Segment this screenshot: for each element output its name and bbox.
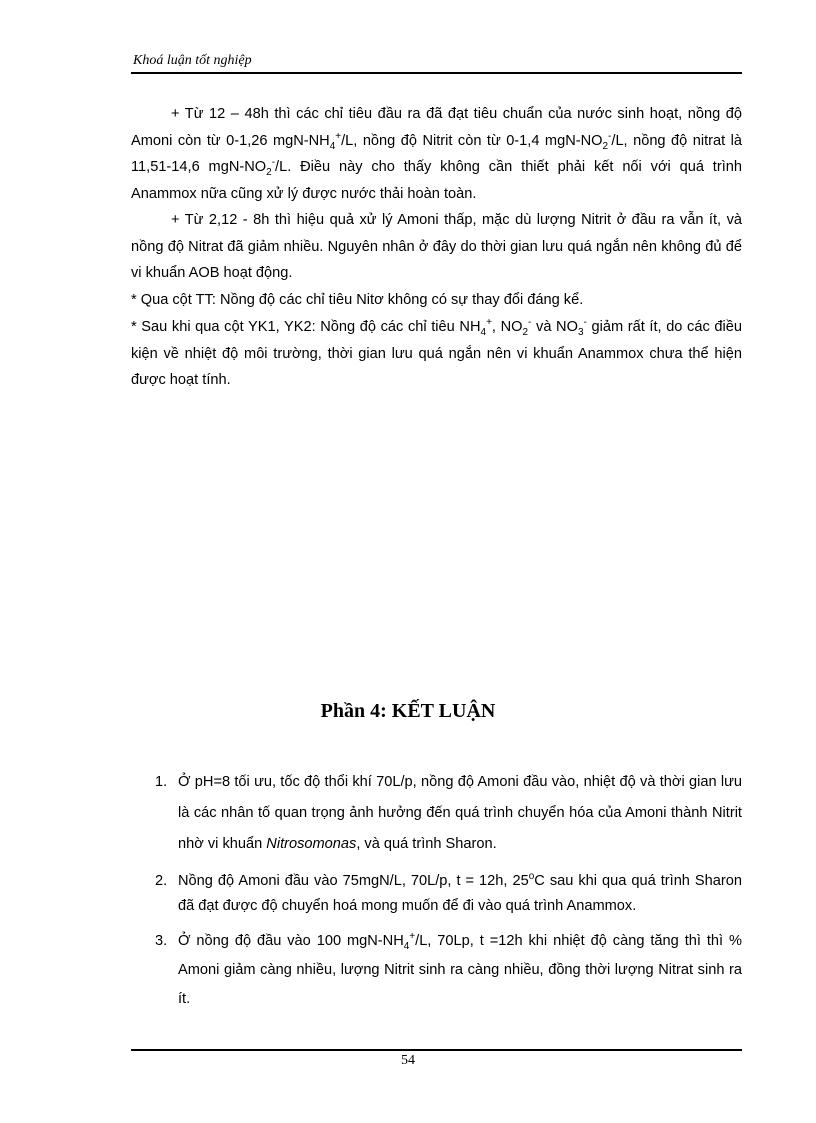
superscript: - xyxy=(271,157,276,169)
text-fragment: /L. Điều này cho thấy không cần thiết phải kết nối với quá trình Anammox nữa cũng xử lý được nước thải hoàn toàn. xyxy=(131,159,742,202)
subscript: 4 xyxy=(329,140,336,152)
text-fragment: , NO xyxy=(491,319,523,335)
superscript: + xyxy=(409,931,416,943)
list-number: 2. xyxy=(155,873,168,889)
text-fragment: * Sau khi qua cột YK1, YK2: Nồng độ các chỉ tiêu NH xyxy=(131,319,481,335)
paragraph-results-12-48h xyxy=(131,101,742,207)
subscript: 3 xyxy=(577,326,584,338)
list-item xyxy=(131,767,742,860)
superscript: + xyxy=(335,130,342,142)
text-fragment: Nồng độ Amoni đầu vào 75mgN/L, 70L/p, t = 12h, 25 xyxy=(178,873,529,889)
conclusions-list xyxy=(131,767,742,1014)
text-fragment: , và quá trình Sharon. xyxy=(356,836,497,852)
superscript: - xyxy=(528,317,532,329)
text-fragment: giảm rất ít, do các điều kiện về nhiệt độ môi trường, thời gian lưu quá ngắn nên vi khuẩn Anammox chưa thể hiện được hoạt tính. xyxy=(131,319,742,388)
paragraph-results-2-8h: + Từ 2,12 - 8h thì hiệu quả xử lý Amoni thấp, mặc dù lượng Nitrit ở đầu ra vẫn ít, và nồng độ Nitrat đã giảm nhiều. Nguyên nhân ở đây do thời gian lưu quá ngắn nên không đủ để vi khuẩn AOB hoạt động. xyxy=(131,212,742,281)
superscript: o xyxy=(528,871,535,883)
section-title: Phần 4: KẾT LUẬN xyxy=(320,700,496,722)
subscript: 4 xyxy=(403,940,410,952)
header-divider xyxy=(131,72,742,74)
footer-divider xyxy=(131,1049,742,1051)
list-item xyxy=(131,869,742,919)
list-number: 1. xyxy=(155,774,168,790)
subscript: 2 xyxy=(522,326,529,338)
list-item xyxy=(131,927,742,1014)
text-fragment: Ở pH=8 tối ưu, tốc độ thổi khí 70L/p, nồng độ Amoni đầu vào, nhiệt độ và thời gian lưu là các nhân tố quan trọng ảnh hưởng đến quá trình chuyển hóa của Amoni thành Nitrit nhờ vi khuẩn xyxy=(178,774,742,852)
subscript: 2 xyxy=(602,140,609,152)
subscript: 2 xyxy=(266,166,272,178)
superscript: - xyxy=(608,130,612,142)
text-fragment: /L, nồng độ nitrat là 11,51-14,6 mgN-NO xyxy=(131,132,742,175)
text-fragment: C sau khi qua quá trình Sharon đã đạt được độ chuyển hoá mong muốn để đi vào quá trình Anammox. xyxy=(178,873,742,914)
italic-term: Nitrosomonas xyxy=(266,836,357,852)
running-header: Khoá luận tốt nghiệp xyxy=(133,53,252,68)
text-fragment: + Từ 12 – 48h thì các chỉ tiêu đầu ra đã đạt tiêu chuẩn của nước sinh hoạt, nồng độ Amoni còn từ 0-1,26 mgN-NH xyxy=(131,106,742,149)
subscript: 4 xyxy=(480,326,487,338)
superscript: + xyxy=(486,317,492,329)
paragraph-column-yk xyxy=(131,314,742,394)
paragraph-column-tt: * Qua cột TT: Nồng độ các chỉ tiêu Nitơ không có sự thay đổi đáng kể. xyxy=(131,292,584,308)
text-fragment: và NO xyxy=(531,319,578,335)
list-number: 3. xyxy=(155,933,168,949)
text-fragment: /L, nồng độ Nitrit còn từ 0-1,4 mgN-NO xyxy=(341,132,603,149)
page-number: 54 xyxy=(401,1053,415,1068)
text-fragment: Ở nồng độ đầu vào 100 mgN-NH xyxy=(178,933,404,949)
text-fragment: /L, 70Lp, t =12h khi nhiệt độ càng tăng thì thì % Amoni giảm càng nhiều, lượng Nitrit sinh ra càng nhiều, đồng thời lượng Nitrat sinh ra ít. xyxy=(178,933,742,1007)
superscript: - xyxy=(583,317,587,329)
